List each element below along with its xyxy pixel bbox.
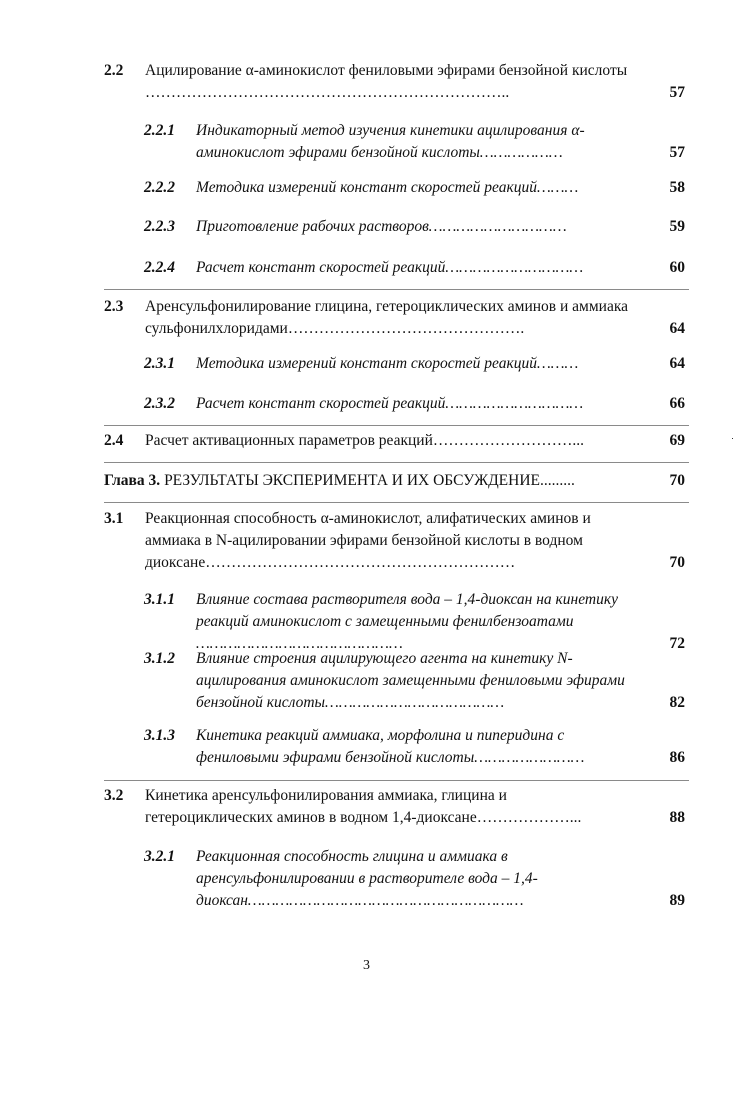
toc-entry-title: Кинетика аренсульфонилирования аммиака, глицина и гетероциклических аминов в водном 1,4-диоксане………………... (145, 787, 582, 826)
toc-entry-number: 2.2.1 (144, 122, 175, 139)
toc-entry-page: 59 (669, 218, 685, 235)
toc-entry-page: 86 (669, 749, 685, 766)
toc-entry-number: 3.2 (104, 787, 124, 804)
toc-entry-title: Методика измерений констант скоростей реакций……… (196, 355, 579, 372)
page-number: 3 (363, 958, 370, 973)
toc-entry-title: Влияние состава растворителя вода – 1,4-диоксан на кинетику реакций аминокислот с замещенными фенилбензоатами ……………………………………… (196, 591, 618, 652)
toc-entry-title: Влияние строения ацилирующего агента на кинетику N-ацилирования аминокислот замещенными фениловыми эфирами бензойной кислоты………………………………… (196, 650, 625, 711)
divider (104, 462, 689, 463)
toc-entry-title: Кинетика реакций аммиака, морфолина и пиперидина с фениловыми эфирами бензойной кислоты…………………… (196, 727, 585, 766)
toc-chapter-title (104, 470, 644, 492)
toc-entry-number: 3.1.2 (144, 650, 175, 667)
toc-entry-title: Реакционная способность α-аминокислот, алифатических аминов и аммиака в N-ацилировании эфирами бензойной кислоты в водном диоксане…………………………………………………… (145, 510, 591, 571)
toc-entry-page: 70 (669, 554, 685, 571)
toc-chapter-text: РЕЗУЛЬТАТЫ ЭКСПЕРИМЕНТА И ИХ ОБСУЖДЕНИЕ......... (164, 472, 575, 489)
divider (104, 780, 689, 781)
toc-entry-title: Расчет активационных параметров реакций………………………... (145, 432, 585, 449)
toc-entry-number: 2.2.3 (144, 218, 175, 235)
toc-entry-page: 64 (669, 355, 685, 372)
toc-entry-page: 89 (669, 892, 685, 909)
toc-entry-number: 3.2.1 (144, 848, 175, 865)
toc-entry-number: 2.3.1 (144, 355, 175, 372)
divider (104, 289, 689, 290)
toc-entry-page: 72 (669, 635, 685, 652)
toc-entry-page: 66 (669, 395, 685, 412)
toc-entry-page: 64 (669, 320, 685, 337)
toc-entry-number: 2.3 (104, 298, 124, 315)
toc-entry-number: 2.2 (104, 62, 124, 79)
toc-entry-number: 3.1 (104, 510, 124, 527)
divider (104, 502, 689, 503)
toc-entry-title: Расчет констант скоростей реакций………………………… (196, 259, 584, 276)
toc-entry-page: 60 (669, 259, 685, 276)
toc-entry-title: Расчет констант скоростей реакций………………………… (196, 395, 584, 412)
toc-entry-title: Методика измерений констант скоростей реакций……… (196, 179, 579, 196)
toc-entry-number: 2.3.2 (144, 395, 175, 412)
divider (104, 425, 689, 426)
toc-entry-title: Реакционная способность глицина и аммиака в аренсульфонилировании в растворителе вода – 1,4-диоксан…………………………………………………… (196, 848, 538, 909)
toc-entry-title: Индикаторный метод изучения кинетики ацилирования α-аминокислот эфирами бензойной кислоты……………… (196, 122, 585, 161)
toc-entry-number: 3.1.3 (144, 727, 175, 744)
toc-entry-page: 70 (669, 472, 685, 489)
toc-entry-title: Аренсульфонилирование глицина, гетероциклических аминов и аммиака сульфонилхлоридами………………………………………. (145, 298, 628, 337)
toc-entry-page: 69 (669, 432, 685, 449)
toc-entry-number: 3.1.1 (144, 591, 175, 608)
toc-entry-number: 2.2.4 (144, 259, 175, 276)
toc-entry-page: 57 (669, 144, 685, 161)
toc-entry-page: 58 (669, 179, 685, 196)
toc-entry-page: 57 (669, 84, 685, 101)
toc-entry-title: Ацилирование α-аминокислот фениловыми эфирами бензойной кислоты …………………………………………………………….. (145, 62, 628, 101)
toc-entry-page: 88 (669, 809, 685, 826)
toc-entry-number: 2.4 (104, 432, 124, 449)
toc-entry-title: Приготовление рабочих растворов………………………… (196, 218, 567, 235)
toc-entry-number: 2.2.2 (144, 179, 175, 196)
toc-chapter-label: Глава 3. (104, 472, 161, 489)
toc-entry-page: 82 (669, 694, 685, 711)
